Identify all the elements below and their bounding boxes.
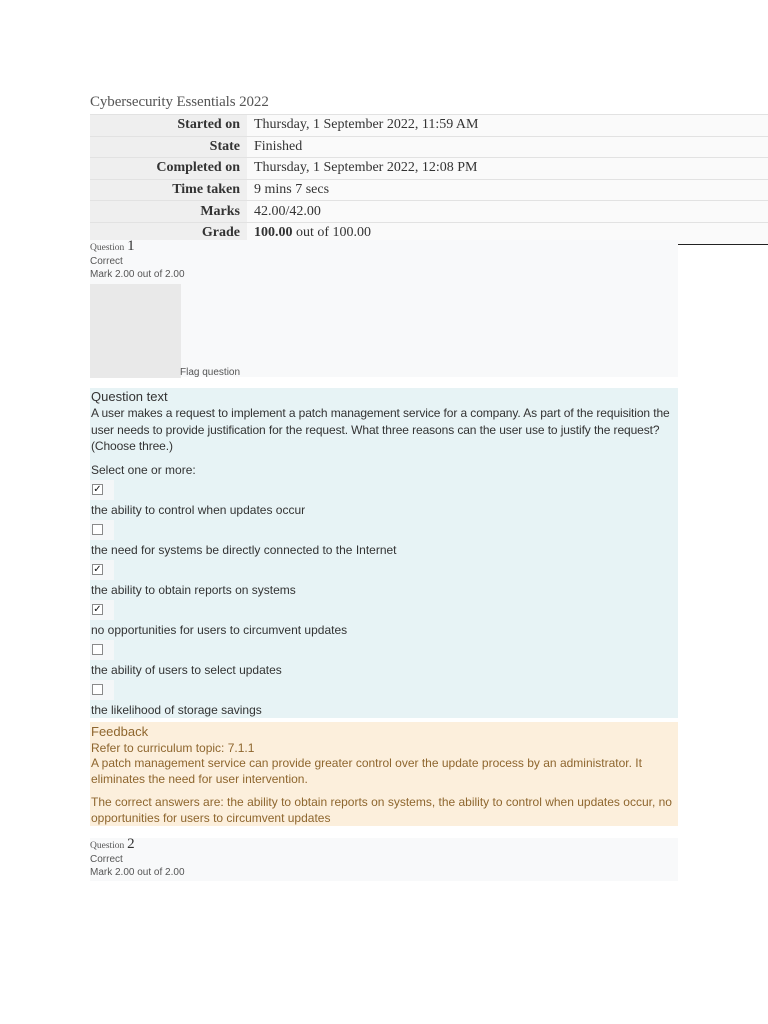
answer-label[interactable]: the ability of users to select updates bbox=[91, 663, 282, 677]
summary-value: Thursday, 1 September 2022, 12:08 PM bbox=[247, 158, 768, 180]
checkbox-box[interactable]: ✓ bbox=[93, 604, 102, 615]
flag-icon[interactable] bbox=[90, 284, 181, 378]
answer-checkbox[interactable] bbox=[90, 560, 114, 580]
checkbox-box[interactable] bbox=[92, 524, 103, 535]
correct-answers: The correct answers are: the ability to obtain reports on systems, the ability to control when updates occur, no opportunities for users to circumvent updates bbox=[91, 795, 672, 825]
summary-row bbox=[90, 115, 768, 137]
summary-label: Time taken bbox=[90, 179, 247, 201]
summary-row bbox=[90, 179, 768, 201]
question-1-info bbox=[90, 240, 678, 377]
answer-checkbox[interactable] bbox=[90, 480, 114, 500]
summary-value: 9 mins 7 secs bbox=[247, 179, 768, 201]
feedback-heading: Feedback bbox=[91, 724, 149, 739]
question-label: Question bbox=[90, 841, 125, 851]
summary-label: Started on bbox=[90, 115, 247, 137]
summary-row bbox=[90, 158, 768, 180]
summary-value: Finished bbox=[247, 136, 768, 158]
question-1-content bbox=[90, 388, 678, 718]
answer-label[interactable]: the likelihood of storage savings bbox=[91, 703, 262, 717]
summary-label: Grade bbox=[90, 222, 247, 244]
answer-label[interactable]: the need for systems be directly connected to the Internet bbox=[91, 543, 397, 557]
question-text-heading: Question text bbox=[91, 389, 168, 404]
answer-label[interactable]: no opportunities for users to circumvent updates bbox=[91, 623, 348, 637]
summary-label: State bbox=[90, 136, 247, 158]
answer-prompt: Select one or more: bbox=[91, 463, 196, 477]
answer-label[interactable]: the ability to obtain reports on systems bbox=[91, 583, 296, 597]
flag-question-link[interactable]: Flag question bbox=[180, 367, 241, 378]
answer-checkbox[interactable] bbox=[90, 520, 114, 540]
question-text: A user makes a request to implement a patch management service for a company. As part of the requisition the user needs to provide justification for the request. What three reasons can the user use to justify the request? (Choose three.) bbox=[91, 406, 670, 453]
question-number bbox=[90, 240, 678, 255]
feedback-body: A patch management service can provide greater control over the update process by an administrator. It eliminates the need for user intervention. bbox=[91, 756, 642, 786]
course-title: Cybersecurity Essentials 2022 bbox=[90, 94, 269, 110]
grade-value: 100.00 bbox=[254, 225, 293, 241]
question-1-feedback bbox=[90, 722, 678, 826]
question-number-value: 1 bbox=[127, 238, 135, 254]
question-grade: Mark 2.00 out of 2.00 bbox=[90, 269, 185, 280]
summary-label: Marks bbox=[90, 201, 247, 223]
question-grade: Mark 2.00 out of 2.00 bbox=[90, 867, 185, 878]
checkbox-box[interactable]: ✓ bbox=[93, 484, 102, 495]
answer-label[interactable]: the ability to control when updates occur bbox=[91, 503, 306, 517]
answer-checkbox[interactable] bbox=[90, 640, 114, 660]
question-state: Correct bbox=[90, 256, 123, 267]
checkbox-box[interactable] bbox=[92, 644, 103, 655]
question-number-value: 2 bbox=[127, 836, 135, 852]
answer-checkbox[interactable] bbox=[90, 680, 114, 700]
summary-row bbox=[90, 136, 768, 158]
summary-value: 42.00/42.00 bbox=[247, 201, 768, 223]
summary-label: Completed on bbox=[90, 158, 247, 180]
question-label: Question bbox=[90, 243, 125, 253]
quiz-summary-table bbox=[90, 114, 768, 245]
summary-row bbox=[90, 201, 768, 223]
checkbox-box[interactable] bbox=[92, 684, 103, 695]
grade-out-of: out of 100.00 bbox=[292, 225, 372, 241]
feedback-topic: Refer to curriculum topic: 7.1.1 bbox=[91, 741, 255, 755]
checkbox-box[interactable]: ✓ bbox=[93, 564, 102, 575]
summary-value: Thursday, 1 September 2022, 11:59 AM bbox=[247, 115, 768, 137]
question-state: Correct bbox=[90, 854, 123, 865]
question-2-info bbox=[90, 838, 678, 881]
answer-checkbox[interactable] bbox=[90, 600, 114, 620]
question-number bbox=[90, 838, 678, 853]
